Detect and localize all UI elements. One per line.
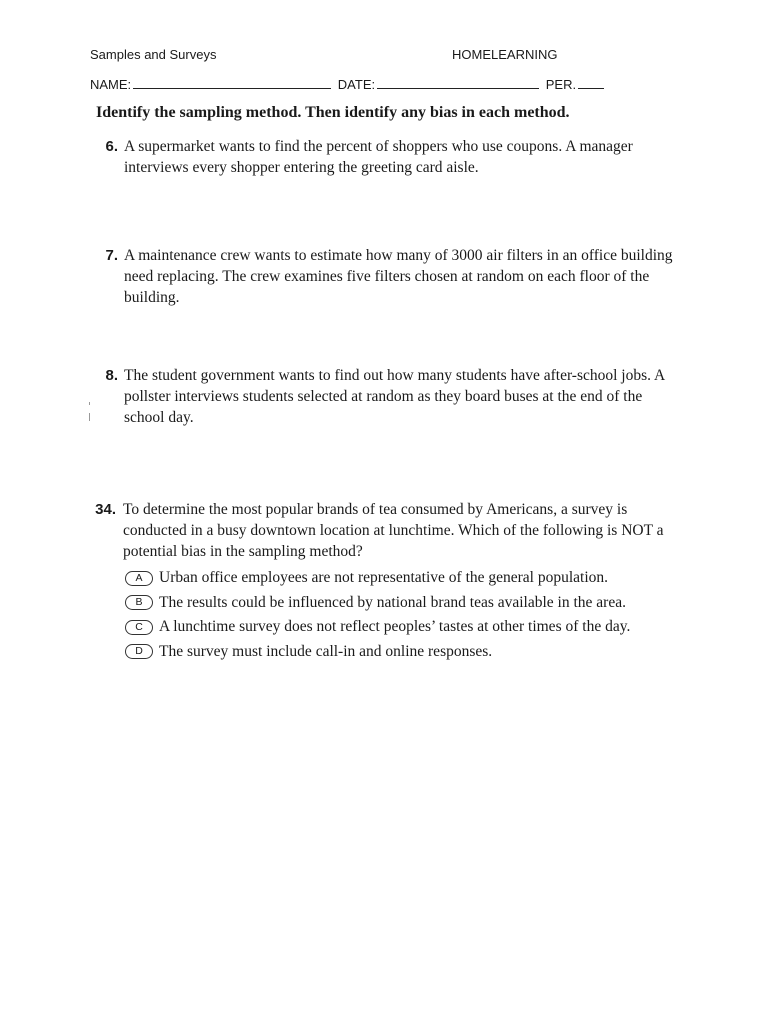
period-blank [578, 77, 604, 89]
question-text: The student government wants to find out how many students have after-school jobs. A pollster interviews students selected at random as they board buses at the end of the school day. [124, 367, 665, 426]
question-number: 8. [105, 367, 118, 384]
name-blank [133, 77, 331, 89]
choice-d[interactable] [125, 640, 705, 665]
choice-text: The results could be influenced by national brand teas available in the area. [159, 593, 626, 611]
choice-b[interactable] [125, 591, 705, 616]
question-number: 7. [105, 247, 118, 264]
question-number: 34. [95, 501, 116, 518]
choice-bubble-d[interactable]: D [125, 644, 153, 659]
worksheet-title: Samples and Surveys [90, 47, 217, 62]
choice-c[interactable] [125, 615, 705, 640]
name-label: NAME: [90, 77, 132, 92]
choice-bubble-c[interactable]: C [125, 620, 153, 635]
question-text: A maintenance crew wants to estimate how many of 3000 air filters in an office building need replacing. The crew examines five filters chosen at random on each floor of the building. [124, 247, 673, 306]
choice-bubble-b[interactable]: B [125, 595, 153, 610]
choice-text: The survey must include call-in and online responses. [159, 642, 493, 660]
choice-a[interactable] [125, 566, 705, 591]
question-number: 6. [105, 138, 118, 155]
instructions: Identify the sampling method. Then identify any bias in each method. [96, 104, 570, 121]
margin-mark [89, 413, 90, 421]
question-text: To determine the most popular brands of tea consumed by Americans, a survey is conducted in a busy downtown location at lunchtime. Which of the following is NOT a potential bias in the sampling method? [123, 501, 664, 560]
choice-text: A lunchtime survey does not reflect peoples’ tastes at other times of the day. [159, 618, 631, 636]
date-label: DATE: [337, 77, 376, 92]
homelearning-label: HOMELEARNING [452, 47, 558, 62]
choice-text: Urban office employees are not representative of the general population. [159, 569, 609, 587]
margin-mark [89, 402, 90, 405]
student-info-row [90, 77, 607, 92]
choice-bubble-a[interactable]: A [125, 571, 153, 586]
date-blank [377, 77, 539, 89]
period-label: PER. [545, 77, 577, 92]
answer-choices [125, 566, 705, 664]
question-text: A supermarket wants to find the percent of shoppers who use coupons. A manager interviews every shopper entering the greeting card aisle. [124, 138, 633, 176]
